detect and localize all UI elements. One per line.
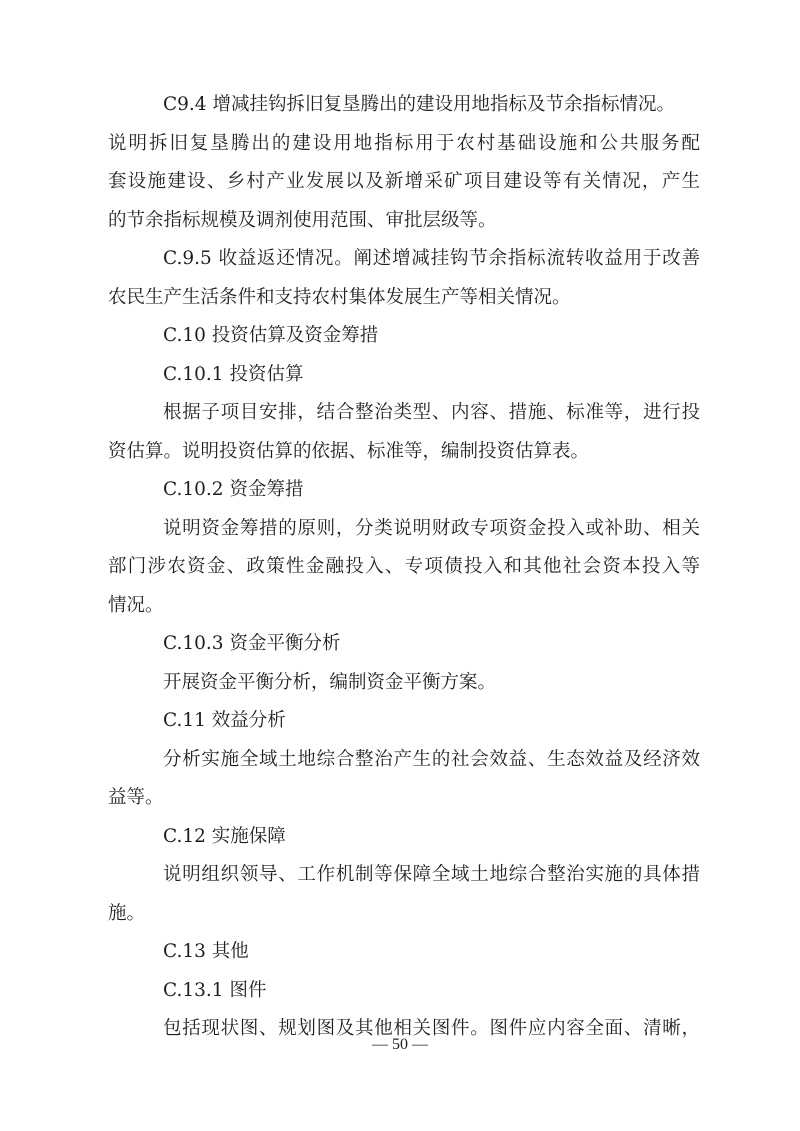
paragraph-line: 益等。	[108, 787, 164, 808]
paragraph-line: 套设施建设、乡村产业发展以及新增采矿项目建设等有关情况，产生	[108, 171, 700, 192]
paragraph-line: C.9.5 收益返还情况。阐述增减挂钩节余指标流转收益用于改善	[163, 248, 700, 269]
paragraph-line: 情况。	[108, 594, 164, 616]
paragraph-line: 农民生产生活条件和支持农村集体发展生产等相关情况。	[108, 286, 571, 308]
paragraph-line: 分析实施全域土地综合整治产生的社会效益、生态效益及经济效	[163, 748, 700, 770]
paragraph-line: 资估算。说明投资估算的依据、标准等，编制投资估算表。	[108, 440, 590, 462]
paragraph-line: 开展资金平衡分析，编制资金平衡方案。	[163, 671, 497, 693]
paragraph-line: 部门涉农资金、政策性金融投入、专项债投入和其他社会资本投入等	[108, 556, 700, 577]
paragraph-line: C9.4 增减挂钩拆旧复垦腾出的建设用地指标及节余指标情况。	[163, 94, 675, 115]
paragraph-line: 说明拆旧复垦腾出的建设用地指标用于农村基础设施和公共服务配	[108, 132, 700, 154]
section-heading: C.10.2 资金筹措	[163, 479, 304, 500]
paragraph-line: 的节余指标规模及调剂使用范围、审批层级等。	[108, 209, 497, 231]
paragraph-line: 说明组织领导、工作机制等保障全域土地综合整治实施的具体措	[163, 864, 700, 885]
section-heading: C.13.1 图件	[163, 979, 267, 1001]
page-number: — 50 —	[372, 1036, 428, 1053]
paragraph-line: 施。	[108, 902, 146, 924]
section-heading: C.10 投资估算及资金筹措	[163, 325, 379, 346]
section-heading: C.11 效益分析	[163, 710, 286, 731]
section-heading: C.10.3 资金平衡分析	[163, 633, 341, 654]
section-heading: C.10.1 投资估算	[163, 363, 304, 385]
paragraph-line: 根据子项目安排，结合整治类型、内容、措施、标准等，进行投	[163, 402, 700, 423]
section-heading: C.13 其他	[163, 941, 249, 962]
paragraph-line: 说明资金筹措的原则，分类说明财政专项资金投入或补助、相关	[163, 517, 700, 539]
section-heading: C.12 实施保障	[163, 825, 286, 847]
paragraph-line: 包括现状图、规划图及其他相关图件。图件应内容全面、清晰，	[163, 1018, 700, 1039]
document-body	[108, 86, 700, 1049]
